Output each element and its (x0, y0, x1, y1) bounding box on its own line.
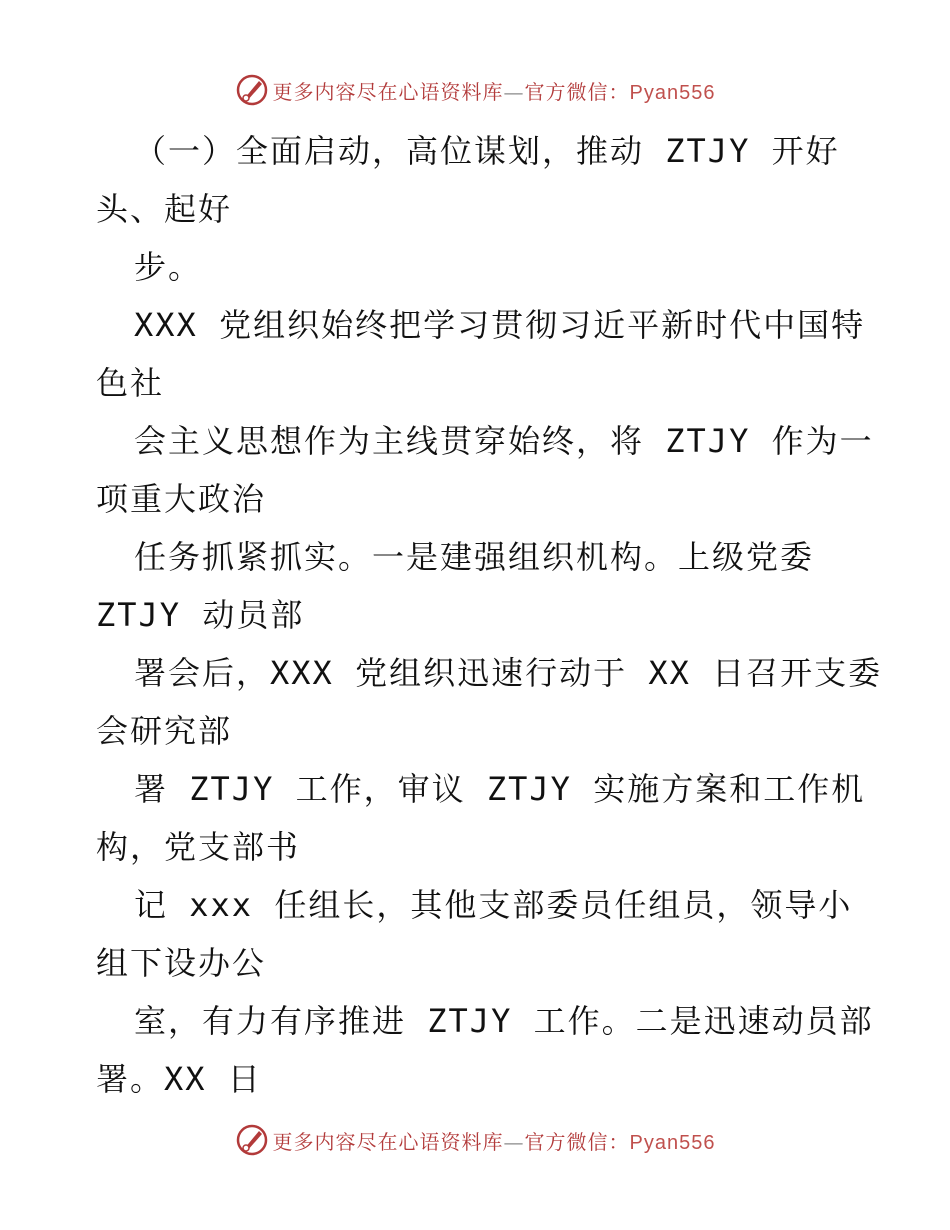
text-line: 记 xxx 任组长，其他支部委员任组员，领导小 (134, 886, 853, 924)
text-line: 署会后，XXX 党组织迅速行动于 XX 日召开支委 (134, 654, 883, 692)
banner-wechat-label: 官方微信： (524, 79, 630, 104)
text-line: 署 ZTJY 工作，审议 ZTJY 实施方案和工作机 (134, 770, 866, 808)
banner-text (273, 76, 716, 105)
text-line: XXX 党组织始终把学习贯彻习近平新时代中国特 (134, 306, 866, 344)
banner-wechat-id: Pyan556 (629, 81, 716, 104)
text-line: 署。XX 日 (96, 1060, 262, 1098)
banner-title: 更多内容尽在心语资料库 (272, 79, 504, 104)
text-line: 项重大政治 (96, 480, 267, 518)
footer-watermark-banner (0, 1120, 950, 1160)
document-body (96, 122, 883, 1108)
banner-title: 更多内容尽在心语资料库 (272, 1129, 504, 1154)
text-line: 构，党支部书 (96, 828, 301, 866)
banner-wechat-label: 官方微信： (524, 1129, 630, 1154)
text-line: 会主义思想作为主线贯穿始终，将 ZTJY 作为一 (134, 422, 874, 460)
quill-pen-logo-icon (235, 73, 269, 107)
text-line: 步。 (134, 248, 203, 286)
text-line: 色社 (96, 364, 165, 402)
banner-wechat-id: Pyan556 (629, 1131, 716, 1154)
text-line: 头、起好 (96, 190, 233, 228)
header-watermark-banner (0, 70, 950, 110)
text-line: 任务抓紧抓实。一是建强组织机构。上级党委 (134, 538, 815, 576)
text-line: 组下设办公 (96, 944, 267, 982)
text-line: 会研究部 (96, 712, 233, 750)
banner-separator: — (503, 1129, 525, 1154)
banner-text (273, 1126, 716, 1155)
text-line: （一）全面启动，高位谋划，推动 ZTJY 开好 (134, 132, 840, 170)
text-line: 室，有力有序推进 ZTJY 工作。二是迅速动员部 (134, 1002, 874, 1040)
quill-pen-logo-icon (235, 1123, 269, 1157)
banner-separator: — (503, 79, 525, 104)
text-line: ZTJY 动员部 (96, 596, 305, 634)
